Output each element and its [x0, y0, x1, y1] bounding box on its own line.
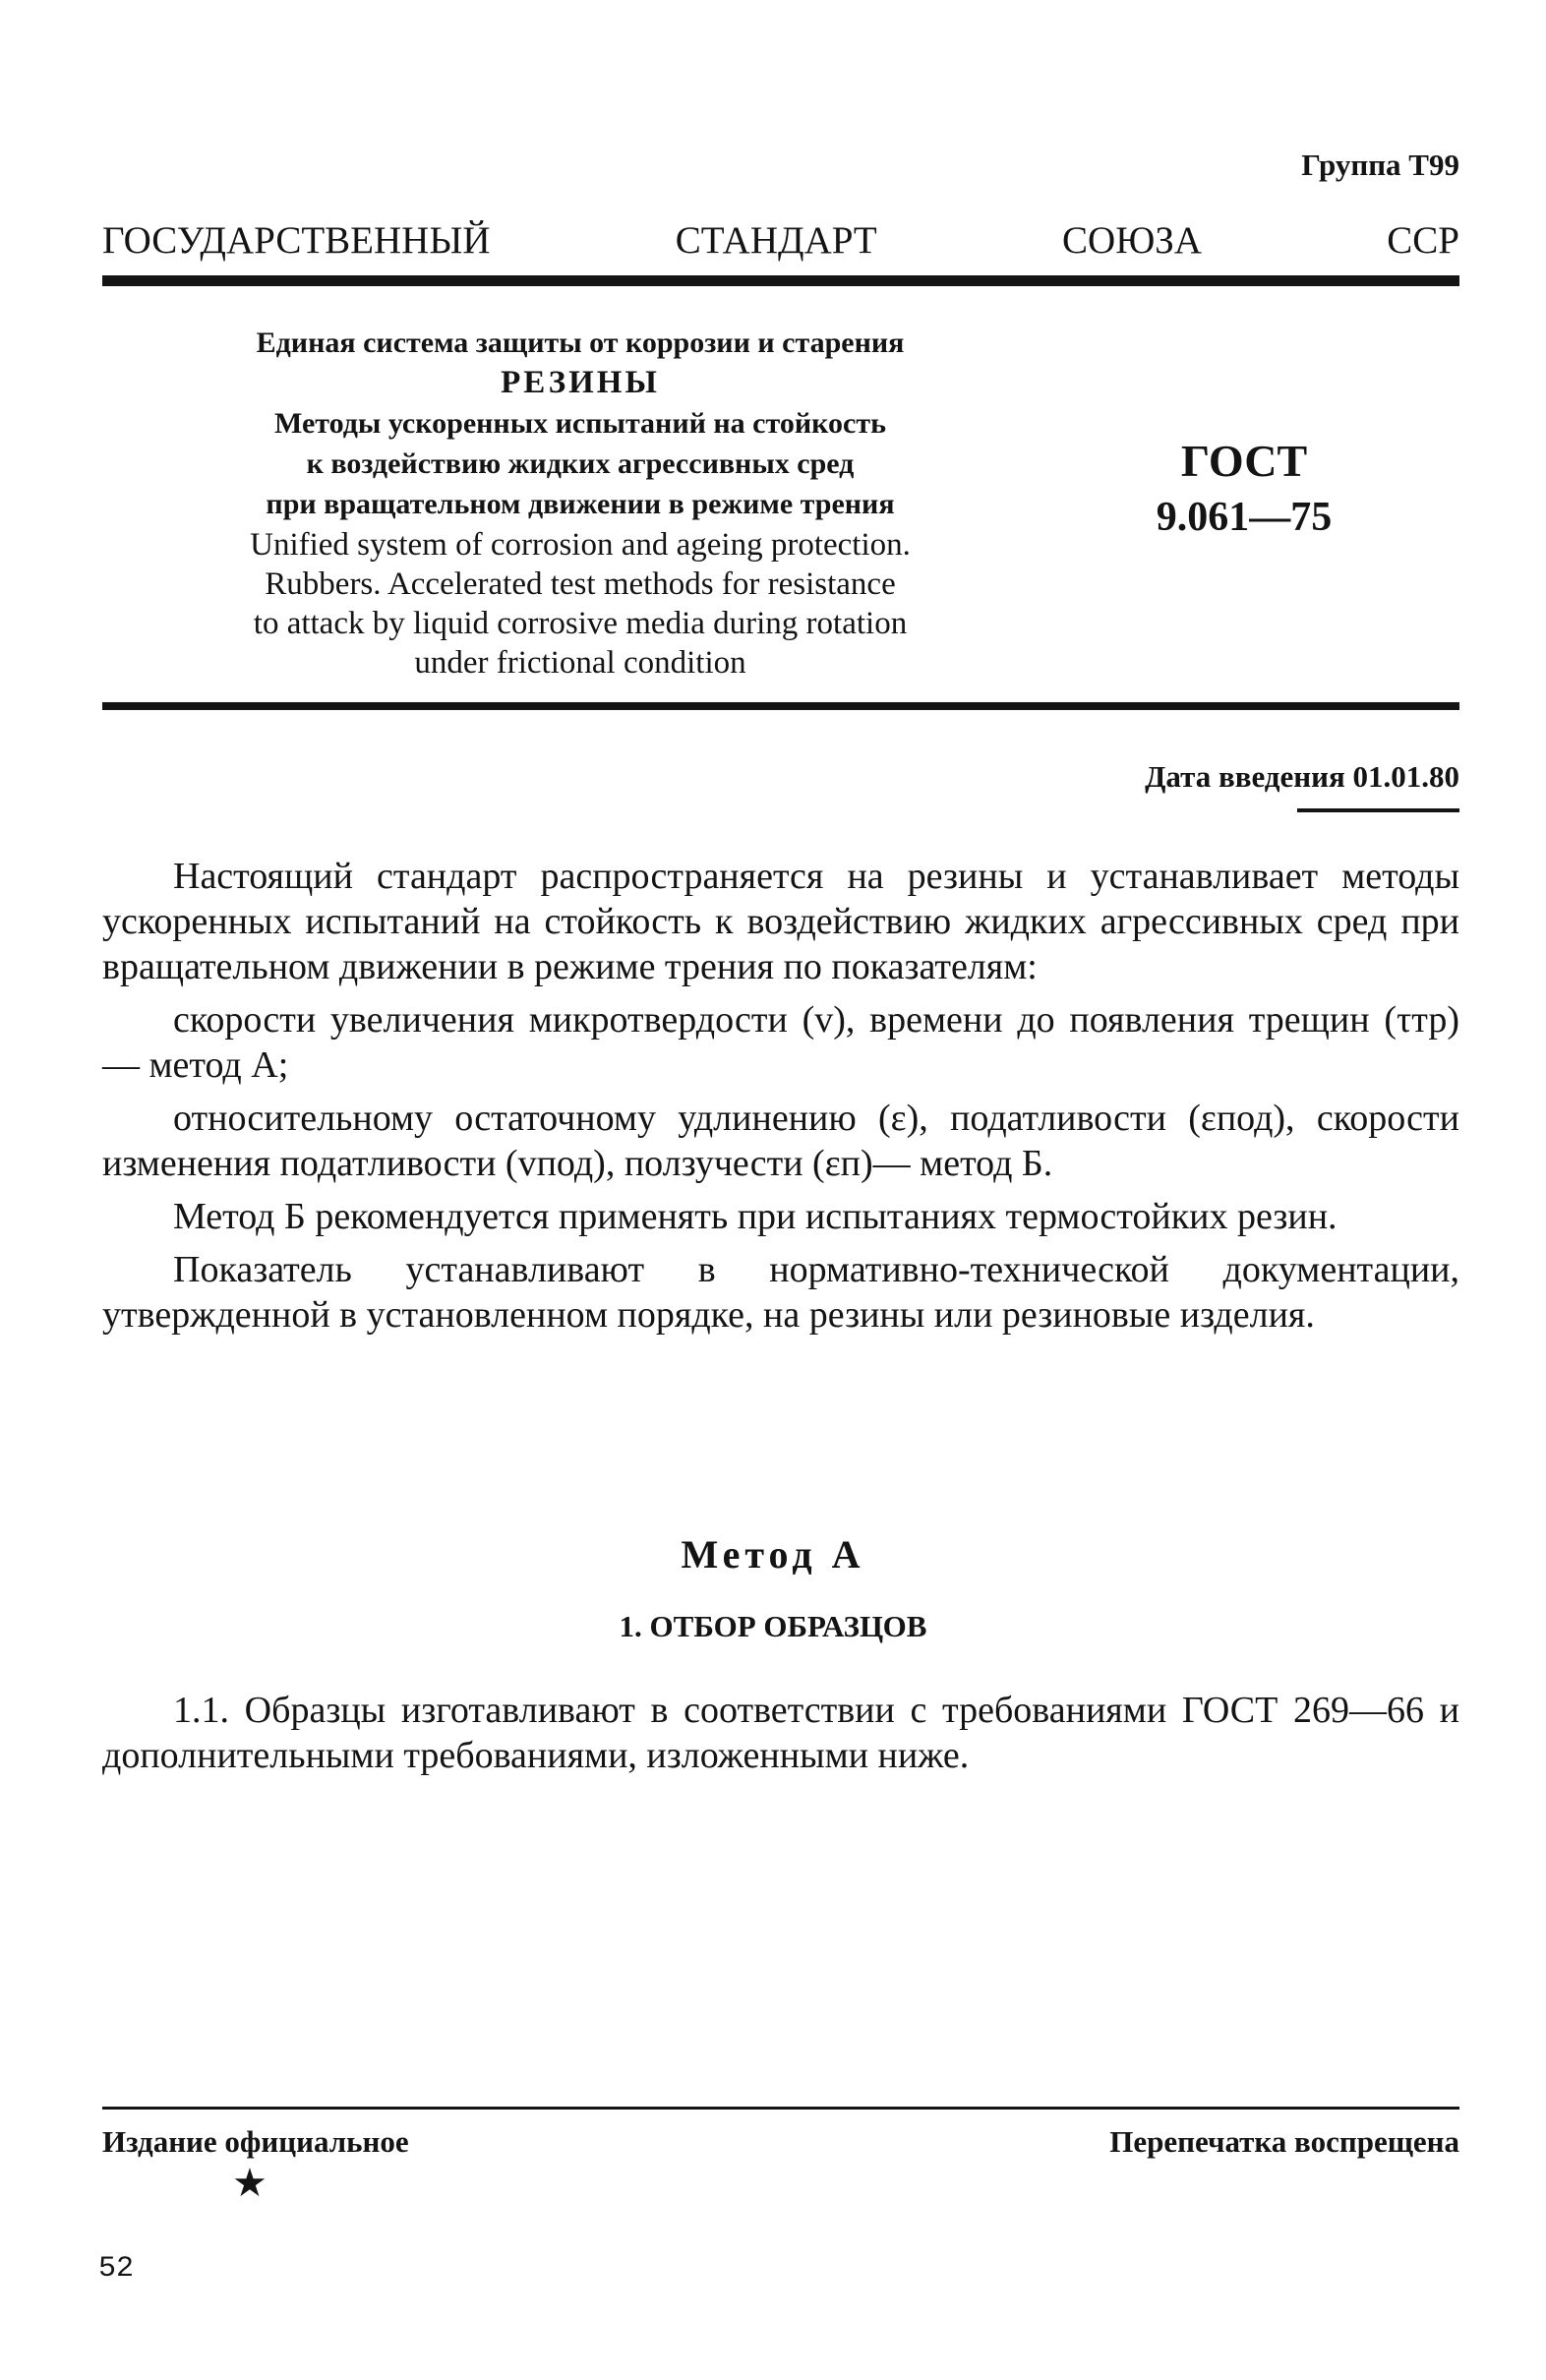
title-english-4: under frictional condition [414, 645, 746, 681]
title-english-1: Unified system of corrosion and ageing protection. [250, 527, 911, 563]
paragraph-indicator-documentation: Показатель устанавливают в нормативно-технической документации, утвержденной в установленном порядке, на резины или резиновые изделия. [102, 1249, 1459, 1336]
star-icon: ★ [232, 2161, 268, 2205]
title-line-3: Методы ускоренных испытаний на стойкость [274, 407, 886, 440]
title-english-2: Rubbers. Accelerated test methods for resistance [265, 566, 896, 602]
footer-rule [102, 2107, 1459, 2110]
official-edition-label: Издание официальное [102, 2124, 409, 2159]
reprint-prohibited-label: Перепечатка воспрещена [1109, 2124, 1459, 2159]
title-line-4: к воздействию жидких агрессивных сред [306, 447, 855, 480]
gov-title-word-4: ССР [1387, 219, 1459, 262]
group-label: Группа Т99 [1301, 148, 1459, 182]
section-heading: 1. ОТБОР ОБРАЗЦОВ [619, 1609, 927, 1643]
introduction-date: Дата введения 01.01.80 [1145, 759, 1459, 794]
title-english-3: to attack by liquid corrosive media during rotation [253, 606, 908, 641]
gov-title-word-2: СТАНДАРТ [675, 219, 877, 262]
gost-number: 9.061—75 [1156, 495, 1333, 540]
gost-designation [1111, 433, 1377, 545]
body-text [102, 854, 1459, 1345]
title-block [148, 323, 1013, 682]
paragraph-method-b-recommendation: Метод Б рекомендуется применять при испытаниях термостойких резин. [173, 1196, 1338, 1237]
gost-label: ГОСТ [1180, 436, 1308, 486]
title-rubber: РЕЗИНЫ [501, 365, 660, 400]
gov-standard-title [102, 218, 1459, 263]
method-heading: Метод А [681, 1532, 865, 1577]
header-rule-bottom [102, 702, 1459, 710]
title-line-1: Единая система защиты от коррозии и старения [256, 327, 905, 359]
clause-1-1: 1.1. Образцы изготавливают в соответствии с требованиями ГОСТ 269—66 и дополнительными требованиями, изложенными ниже. [102, 1690, 1459, 1776]
title-line-5: при вращательном движении в режиме трения [266, 488, 895, 520]
paragraph-scope: Настоящий стандарт распространяется на резины и устанавливает методы ускоренных испытаний на стойкость к воздействию жидких агрессивных сред при вращательном движении в режиме трения по показателям: [102, 856, 1459, 987]
date-underline [1297, 808, 1459, 812]
paragraph-method-a-indicators: скорости увеличения микротвердости (v), времени до появления трещин (τтр) — метод А; [102, 999, 1459, 1086]
header-rule-top [102, 275, 1459, 286]
paragraph-method-b-indicators: относительному остаточному удлинению (ε), податливости (εпод), скорости изменения податливости (vпод), ползучести (εп)— метод Б. [102, 1098, 1459, 1184]
gov-title-word-1: ГОСУДАРСТВЕННЫЙ [102, 219, 491, 262]
page-number: 52 [98, 2252, 135, 2286]
gov-title-word-3: СОЮЗА [1062, 219, 1202, 262]
